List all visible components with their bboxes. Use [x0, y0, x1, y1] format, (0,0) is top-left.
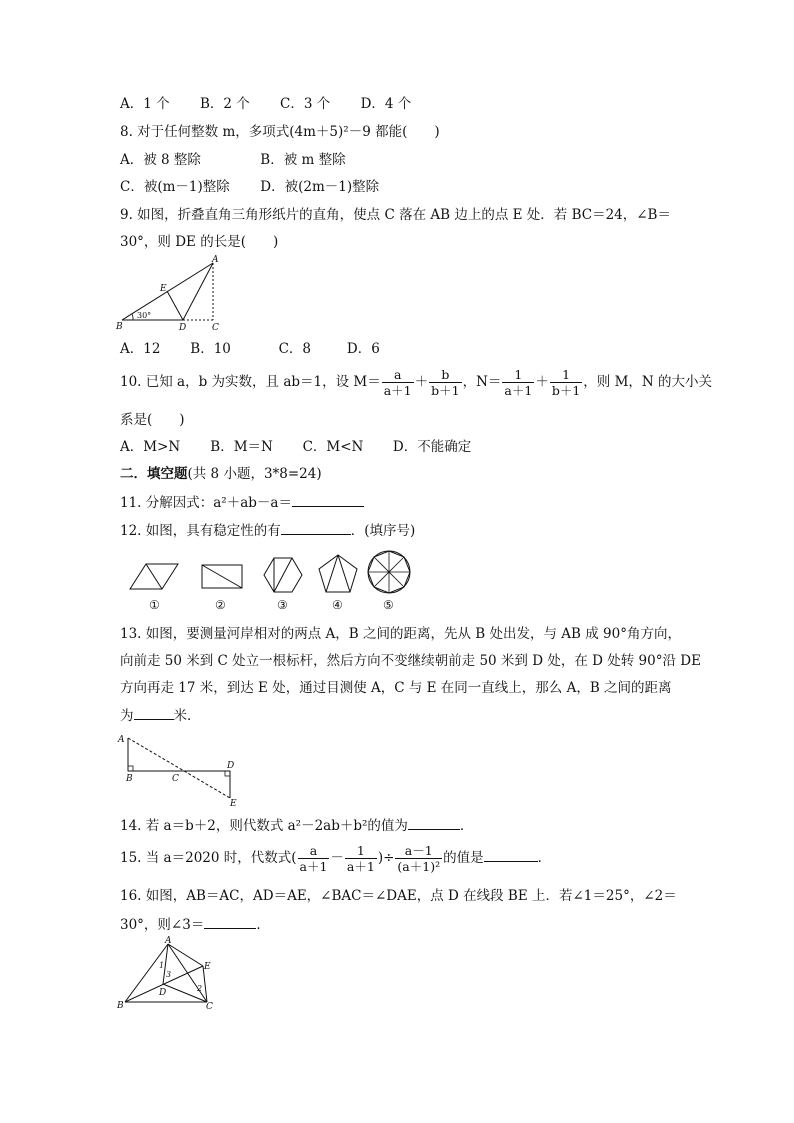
q10-option-d[interactable]: D．不能确定	[392, 439, 472, 455]
q9-option-d[interactable]: D．6	[346, 341, 380, 357]
q14-after: ．	[459, 818, 474, 834]
q7-option-a[interactable]: A．1 个	[120, 96, 170, 112]
q8-options-row1	[120, 150, 372, 170]
q16-answer-blank[interactable]	[204, 914, 256, 929]
q13-line4-pre: 为	[120, 708, 134, 724]
q9-option-c[interactable]: C．8	[278, 341, 312, 357]
q10-frac-1: $\frac{a}{a+1}$	[383, 367, 412, 398]
q10-options	[120, 437, 497, 457]
q10-option-b[interactable]: B．M＝N	[210, 439, 273, 455]
q13-label-b: B	[126, 774, 133, 784]
q13-label-c: C	[172, 774, 179, 784]
q16-label-angle-3: 3	[166, 970, 172, 979]
q9-label-a: A	[212, 255, 219, 265]
q12-label-4: ④	[332, 598, 343, 612]
q8-option-c[interactable]: C．被(m－1)整除	[120, 179, 230, 195]
q9-option-a[interactable]: A．12	[120, 341, 161, 357]
q14	[120, 815, 473, 836]
q16-label-angle-1: 1	[159, 961, 165, 970]
q16-line2-pre: 30°，则∠3＝	[120, 917, 205, 933]
q9-angle-label: 30°	[137, 311, 152, 320]
q10-stem-line2: 系是( )	[120, 412, 185, 428]
q15-suffix: 的值是	[443, 850, 484, 866]
q15-prefix: 15. 当 a＝2020 时，代数式(	[120, 850, 297, 866]
q8-option-a[interactable]: A．被 8 整除	[120, 152, 201, 168]
q15-frac-1: $\frac{a}{a+1}$	[299, 843, 328, 874]
q12-text: 12. 如图，具有稳定性的有	[120, 523, 281, 539]
q8-option-d[interactable]: D．被(2m－1)整除	[260, 179, 380, 195]
q12	[120, 520, 415, 541]
q12-shape-5	[368, 551, 410, 593]
q15-answer-blank[interactable]	[484, 847, 538, 862]
q9-label-d: D	[179, 323, 187, 333]
q15: 15. 当 a＝2020 时，代数式( $\frac{a}{a+1}$ － $\frac{1}{a+1}$ )÷ $\frac{a-1}{\text{(a＋1)²}}$ 的值是 ．	[120, 843, 552, 874]
q16-line1: 16. 如图，AB＝AC，AD＝AE，∠BAC＝∠DAE，点 D 在线段 BE 上．若∠1＝25°，∠2＝	[120, 888, 677, 904]
q16-label-c: C	[206, 1002, 213, 1012]
q16-label-d: D	[159, 988, 167, 998]
q12-label-2: ②	[215, 598, 226, 612]
q13-label-e: E	[230, 799, 237, 809]
q12-after: ．(填序号)	[350, 523, 416, 539]
q9-label-c: C	[212, 323, 219, 333]
q13-line4-post: 米．	[173, 708, 201, 724]
section-2-title: 二．填空题	[120, 466, 188, 482]
q12-label-3: ③	[277, 598, 288, 612]
q12-label-1: ①	[149, 598, 160, 612]
q14-text: 14. 若 a＝b＋2，则代数式 a²－2ab＋b²的值为	[120, 818, 408, 834]
q9-stem-line1: 9. 如图，折叠直角三角形纸片的直角，使点 C 落在 AB 边上的点 E 处．若 BC＝24，∠B＝	[120, 207, 671, 223]
section-2-heading	[120, 464, 322, 484]
q13-label-d: D	[227, 761, 235, 771]
q10-option-a[interactable]: A．M>N	[120, 439, 181, 455]
section-2-note: (共 8 小题，3*8=24)	[187, 466, 322, 482]
q16-figure	[115, 936, 225, 1012]
q11-text: 11. 分解因式：a²＋ab－a＝	[120, 495, 292, 511]
q14-answer-blank[interactable]	[408, 815, 460, 830]
q7-options	[120, 94, 437, 114]
q11	[120, 492, 364, 513]
q15-after: ．	[537, 850, 552, 866]
q10-frac-2: $\frac{b}{b+1}$	[431, 367, 460, 398]
q7-option-c[interactable]: C．3 个	[280, 96, 331, 112]
q12-label-5: ⑤	[383, 598, 394, 612]
q16-line2-post: ．	[256, 917, 270, 933]
q9-figure	[115, 255, 225, 335]
q12-figures	[122, 550, 422, 614]
q12-answer-blank[interactable]	[281, 520, 351, 535]
q16-label-a: A	[165, 936, 172, 946]
q15-frac-2: $\frac{1}{a+1}$	[346, 843, 375, 874]
q10-frac-4: $\frac{1}{b+1}$	[551, 367, 581, 398]
q12-shape-4	[319, 555, 357, 592]
q13-line4	[120, 705, 201, 726]
q8-option-b[interactable]: B．被 m 整除	[260, 152, 346, 168]
q9-label-e: E	[160, 284, 167, 294]
q16-label-b: B	[117, 1001, 124, 1011]
q10-frac-3: $\frac{1}{a+1}$	[504, 367, 533, 398]
q10-prefix: 10. 已知 a，b 为实数，且 ab＝1，设 M＝	[120, 374, 381, 390]
q7-option-d[interactable]: D．4 个	[360, 96, 412, 112]
q13-label-a: A	[118, 735, 125, 745]
q13-answer-blank[interactable]	[134, 705, 174, 720]
q10-suffix: ，则 M，N 的大小关	[583, 374, 712, 390]
q9-options	[120, 339, 406, 359]
q15-frac-3: $\frac{a-1}{\text{(a＋1)²}}$	[397, 843, 441, 874]
q13-line3: 方向再走 17 米，到达 E 处，通过目测使 A，C 与 E 在同一直线上，那么 A，B 之间的距离	[120, 680, 672, 696]
q13-line2: 向前走 50 米到 C 处立一根标杆，然后方向不变继续朝前走 50 米到 D 处，在 D 处转 90°沿 DE	[120, 653, 701, 669]
q7-option-b[interactable]: B．2 个	[199, 96, 250, 112]
q9-option-b[interactable]: B．10	[190, 341, 231, 357]
q16-label-angle-2: 2	[197, 984, 203, 993]
q9-label-b: B	[116, 322, 123, 332]
q8-stem: 8. 对于任何整数 m，多项式(4m＋5)²－9 都能( )	[120, 124, 440, 140]
q11-answer-blank[interactable]	[292, 492, 364, 507]
q9-stem-line2: 30°，则 DE 的长是( )	[120, 234, 279, 250]
q13-figure	[115, 728, 245, 810]
q10-option-c[interactable]: C．M<N	[302, 439, 364, 455]
q10-stem-line1: 10. 已知 a，b 为实数，且 ab＝1，设 M＝ $\frac{a}{a+1}$ ＋ $\frac{b}{b+1}$ ，N＝ $\frac{1}{a+1}$ ＋ $\frac{1}{b+1}$ ，则 M，N 的大小关	[120, 367, 712, 398]
q8-options-row2	[120, 177, 405, 197]
q16-line2	[120, 914, 270, 935]
q13-line1: 13. 如图，要测量河岸相对的两点 A，B 之间的距离，先从 B 处出发，与 AB 成 90°角方向，	[120, 626, 681, 642]
q16-label-e: E	[204, 962, 211, 972]
